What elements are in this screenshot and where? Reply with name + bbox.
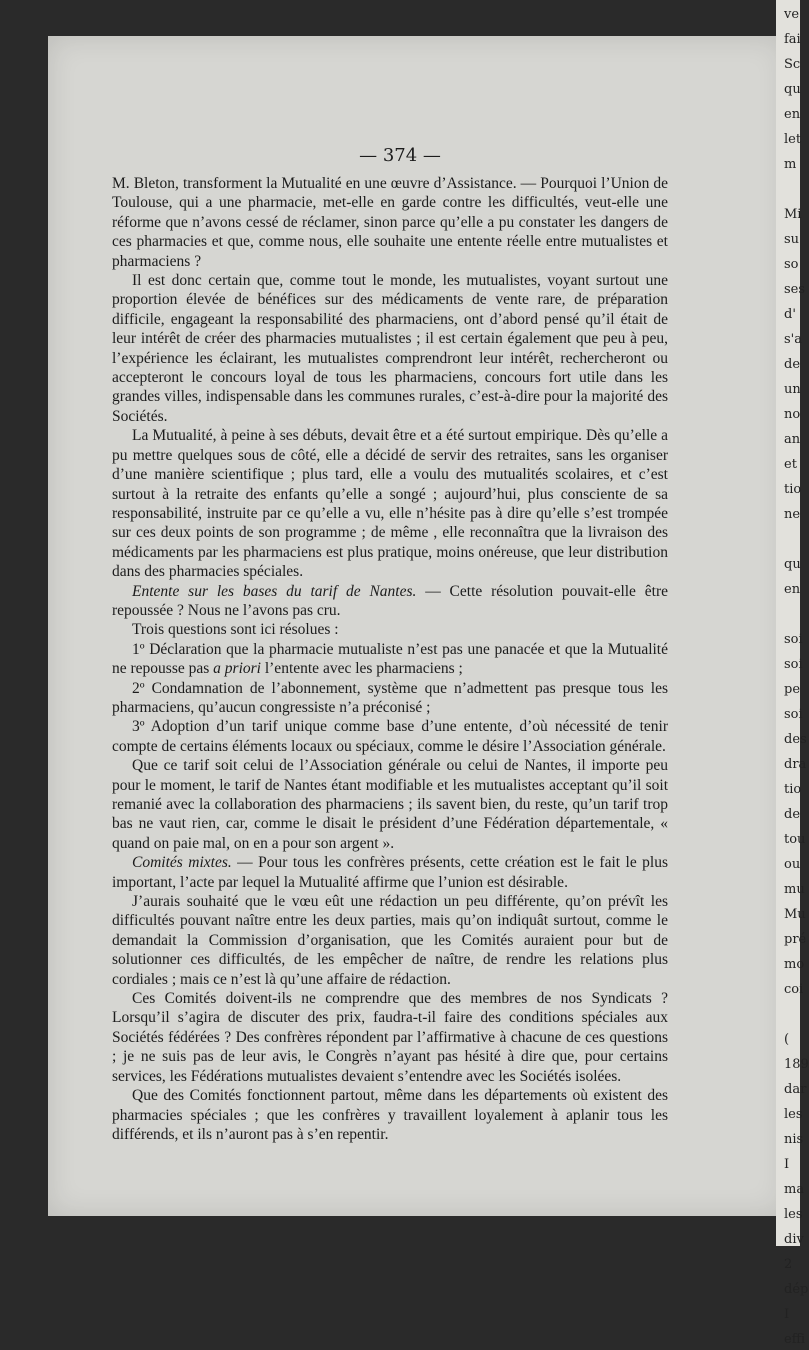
paragraph-text: Trois questions sont ici résolues : — [132, 621, 339, 639]
margin-fragment: Mu — [784, 907, 806, 922]
margin-fragment: Mi — [784, 207, 802, 222]
margin-fragment: de — [784, 357, 801, 372]
paragraph-text: Il est donc certain que, comme tout le monde, les mutualistes, voyant surtout une proportion élevée de bénéfices sur des médicaments de vente rare, de préparation difficile, engageant la responsabilité des pharmaciens, ont d’abord pensé qu’il était de leur intérêt de créer des pharmacies mutualistes ; il est certain également que peu à peu, l’expérience les éclairant, les mutualistes comprendront leur intérêt, rechercheront ou accepteront le concours loyal de tous les pharmaciens, concours fort utile dans les grandes villes, indispensable dans les communes rurales, c’est-à-dire pour la majorité des Sociétés. — [112, 272, 668, 425]
margin-fragment: ( — [784, 1032, 790, 1047]
paragraph — [112, 717, 668, 756]
margin-fragment: pe — [784, 682, 801, 697]
paragraph-text: l’entente avec les pharmaciens ; — [260, 660, 463, 678]
body-text — [112, 174, 668, 1144]
paragraph — [112, 271, 668, 426]
margin-fragment: qu — [784, 557, 801, 572]
paragraph — [112, 892, 668, 989]
paragraph-text: Ces Comités doivent-ils ne comprendre que des membres de nos Syndicats ? Lorsqu’il s’agira de discuter des prix, faudra-t-il faire des conditions spéciales aux Sociétés fédérées ? Des confrères répondent par l’affirmative à chacune de ces questions ; je ne suis pas de leur avis, le Congrès n’ayant pas hésité à dire que, pour certains services, les Fédérations mutualistes devaient s’entendre avec les Sociétés isolées. — [112, 990, 668, 1085]
margin-fragment: tio — [784, 482, 802, 497]
margin-fragment: et — [784, 457, 797, 472]
margin-fragment: un — [784, 382, 801, 397]
margin-fragment: nis — [784, 1132, 804, 1147]
margin-fragment: tou — [784, 832, 806, 847]
paragraph — [112, 426, 668, 581]
margin-fragment: en — [784, 582, 801, 597]
margin-fragment: d' — [784, 307, 796, 322]
paragraph-text: La Mutualité, à peine à ses débuts, devait être et a été surtout empirique. Dès qu’elle a pu mettre quelques sous de côté, elle a décidé de servir des retraites, sans les organiser d’une manière scientifique ; plus tard, elle a voulu des mutualités scolaires, et c’est surtout à la retraite des enfants qu’elle a songé ; aujourd’hui, plus consciente de sa responsabilité, instruite par ce qu’elle a vu, elle n’hésite pas à dire qu’elle s’est trompée sur ces deux points de son programme ; de même , elle reconnaîtra que la livraison des médicaments par les pharmaciens est plus pratique, moins onéreuse, que leur distribution dans des pharmacies spéciales. — [112, 427, 668, 581]
paragraph — [112, 853, 668, 892]
paragraph — [112, 1086, 668, 1144]
margin-fragment: ma — [784, 1182, 805, 1197]
margin-fragment: an — [784, 432, 801, 447]
section-heading: Entente sur les bases du tarif de Nantes. — [132, 582, 417, 600]
paragraph — [112, 756, 668, 853]
page-number: — 374 — — [359, 145, 441, 166]
paragraph-text: — Pour tous les confrères présents, cette création est le fait le plus important, l’acte par lequel la Mutualité affirme que l’union est désirable. — [112, 854, 668, 891]
margin-fragment: ou — [784, 857, 801, 872]
margin-fragment — [776, 530, 800, 550]
margin-fragment: en — [784, 107, 801, 122]
margin-fragment: dar — [784, 1082, 807, 1097]
margin-fragment: div — [784, 1232, 804, 1247]
margin-fragment: coi — [784, 982, 804, 997]
margin-fragment: s'a — [784, 332, 802, 347]
margin-fragment: su — [784, 232, 800, 247]
margin-fragment: so — [784, 257, 799, 272]
margin-fragment: les — [784, 1207, 803, 1222]
margin-fragment: I — [784, 1157, 790, 1172]
margin-fragment: des — [784, 732, 807, 747]
margin-fragment: I — [784, 1307, 790, 1322]
paragraph-text: 1º Déclaration que la pharmacie mutualiste n’est pas une panacée et que la Mutualité ne repousse pas — [112, 640, 668, 678]
paragraph — [112, 679, 668, 718]
paragraph-text: Que des Comités fonctionnent partout, même dans les départements où existent des pharmacies spéciales ; que les confrères y travaillent loyalement à aplanir tous les différends, et ils n’auront pas à s’en repentir. — [112, 1087, 668, 1143]
margin-fragment: Sc — [784, 57, 801, 72]
margin-fragment: 189 — [784, 1057, 809, 1072]
paragraph — [112, 174, 668, 271]
margin-fragment: fai — [784, 32, 801, 47]
adjacent-page-margin — [776, 0, 809, 1347]
margin-fragment: de — [784, 807, 801, 822]
margin-fragment: dra — [784, 757, 807, 772]
margin-fragment: mu — [784, 882, 805, 897]
paragraph-text: M. Bleton, transforment la Mutualité en une œuvre d’Assistance. — Pourquoi l’Union de Toulouse, qui a une pharmacie, met-elle en garde contre les difficultés, veut-elle une réforme que n’avons cessé de réclamer, sinon parce qu’elle a pu constater les dangers de ces pharmacies et que, comme nous, elle souhaite une entente réelle entre mutualistes et pharmaciens ? — [112, 175, 668, 270]
margin-fragment — [776, 605, 800, 625]
paragraph-text: Que ce tarif soit celui de l’Association générale ou celui de Nantes, il importe peu pour le moment, le tarif de Nantes étant modifiable et les mutualistes acceptant qu’il soit remanié avec la collaboration des pharmaciens ; ils savent bien, du reste, qu’un tarif trop bas ne vaut rien, car, comme le disait le président d’une Fédération départementale, « quand on paie mal, on en a pour son argent ». — [112, 757, 668, 852]
margin-fragment: let — [784, 132, 802, 147]
paragraph — [112, 620, 668, 639]
paragraph — [112, 640, 668, 679]
section-heading: Comités mixtes. — [132, 854, 232, 872]
margin-fragment — [776, 1005, 800, 1025]
margin-fragment: soi — [784, 632, 803, 647]
margin-fragment — [776, 180, 800, 200]
margin-fragment: tio — [784, 782, 802, 797]
margin-fragment: m — [784, 157, 797, 172]
paragraph — [112, 582, 668, 621]
paragraph — [112, 989, 668, 1086]
margin-fragment: mo — [784, 957, 805, 972]
emphasis: a priori — [213, 660, 261, 678]
paragraph-text: 2º Condamnation de l’abonnement, système que n’admettent pas presque tous les pharmaciens, qu’aucun congressiste n’a préconisé ; — [112, 679, 668, 716]
margin-fragment: pré — [784, 932, 807, 947]
margin-fragment: qu — [784, 82, 801, 97]
paragraph-text: 3º Adoption d’un tarif unique comme base d’une entente, d’où nécessité de tenir compte de certains éléments locaux ou spéciaux, comme le désire l’Association générale. — [112, 718, 668, 755]
margin-fragment: no — [784, 407, 801, 422]
margin-fragment: ses — [784, 282, 806, 297]
margin-fragment: dép — [784, 1282, 809, 1297]
margin-fragment: ve — [784, 7, 800, 22]
margin-fragment: les — [784, 1107, 803, 1122]
margin-fragment: soi — [784, 707, 803, 722]
paragraph-text: J’aurais souhaité que le vœu eût une rédaction un peu différente, qu’on prévît les difficultés pouvant naître entre les deux parties, mais qu’on indiquât surtout, comme le demandait la Commission d’organisation, que les Comités auraient pour but de solutionner ces difficultés, de les empêcher de naître, de rendre les relations plus cordiales ; mais ce n’est là qu’une affaire de rédaction. — [112, 893, 668, 988]
paragraph-text: — Cette résolution pouvait-elle être repoussée ? Nous ne l’avons pas cru. — [112, 582, 668, 619]
margin-fragment: 2 — [784, 1257, 793, 1272]
margin-fragment: soi — [784, 657, 803, 672]
margin-fragment: effi — [784, 1332, 806, 1347]
margin-fragment: ne — [784, 507, 801, 522]
